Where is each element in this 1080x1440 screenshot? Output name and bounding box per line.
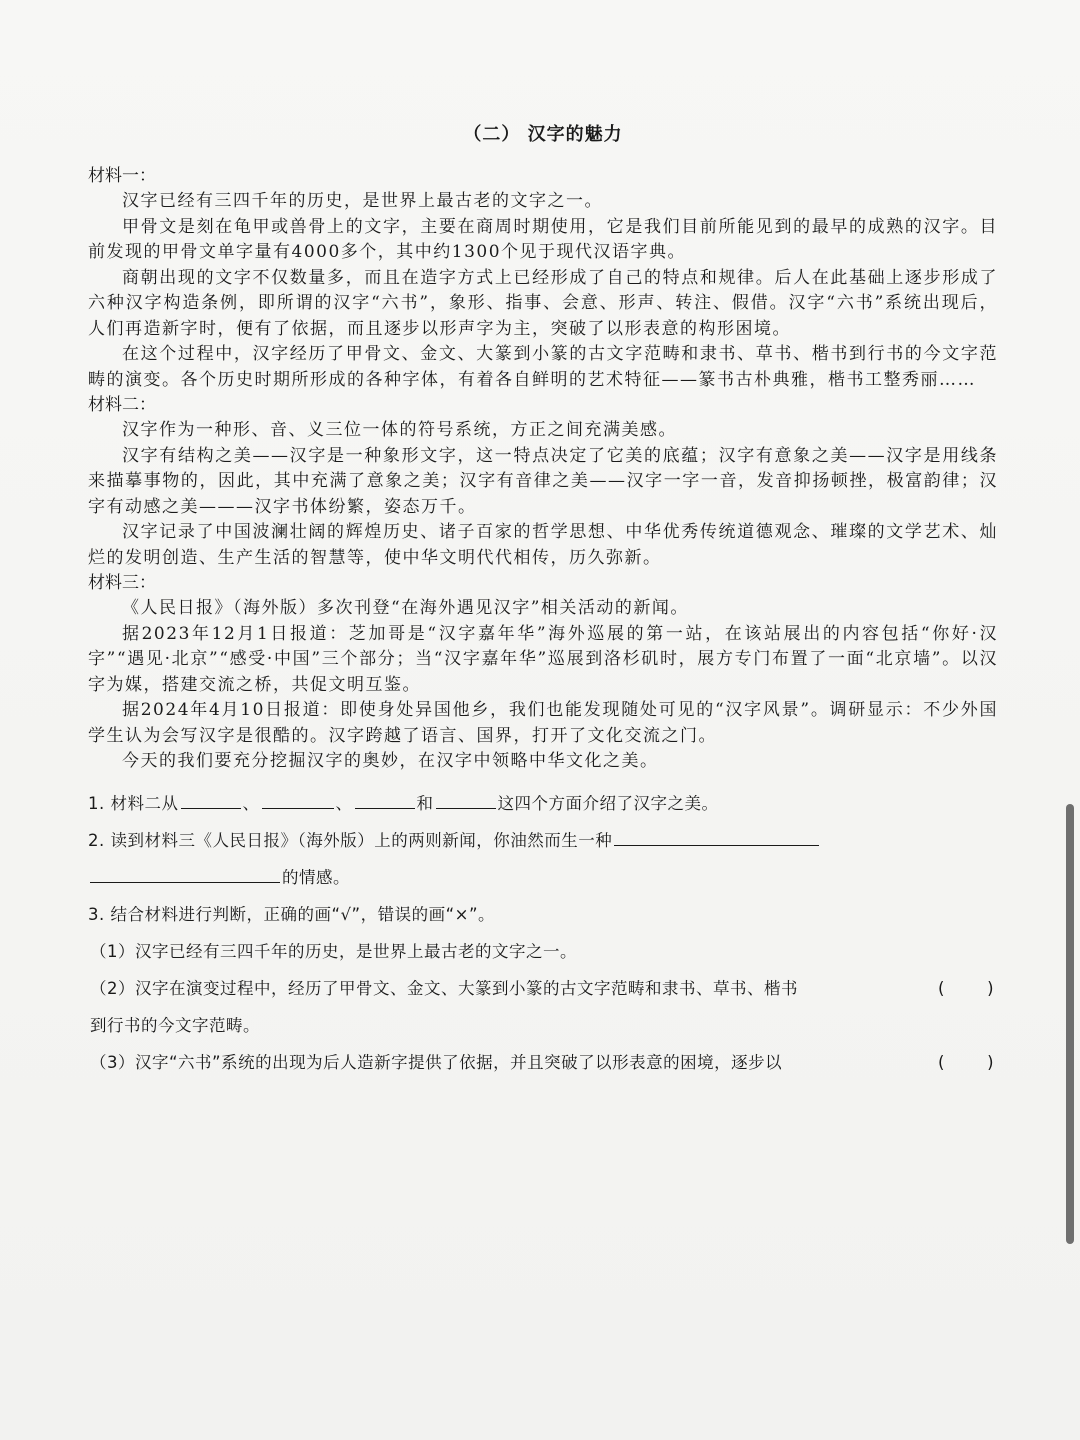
paren-close: ) <box>987 1052 994 1072</box>
paren-open: ( <box>938 1052 945 1072</box>
paragraph: 甲骨文是刻在龟甲或兽骨上的文字，主要在商周时期使用，它是我们目前所能见到的最早的成熟的汉字。目前发现的甲骨文单字量有4000多个，其中约1300个见于现代汉语字典。 <box>88 216 998 262</box>
question-2 <box>88 822 998 896</box>
worksheet-content <box>88 120 998 1081</box>
answer-blank[interactable] <box>614 825 819 846</box>
section-title: （二） 汉字的魅力 <box>463 124 623 145</box>
material-three <box>88 571 998 775</box>
answer-blank[interactable] <box>436 788 496 809</box>
question-text: 2. 读到材料三《人民日报》（海外版）上的两则新闻，你油然而生一种 <box>88 830 613 850</box>
separator: 、 <box>242 793 260 813</box>
answer-blank[interactable] <box>262 788 334 809</box>
question-text: 1. 材料二从 <box>88 793 179 813</box>
material-two <box>88 393 998 571</box>
answer-blank[interactable] <box>90 862 280 883</box>
answer-blank[interactable] <box>181 788 241 809</box>
paragraph: 今天的我们要充分挖掘汉字的奥妙，在汉字中领略中华文化之美。 <box>122 751 659 771</box>
material-label: 材料三： <box>88 573 156 593</box>
paragraph: 汉字已经有三四千年的历史，是世界上最古老的文字之一。 <box>122 191 603 211</box>
answer-blank[interactable] <box>355 788 415 809</box>
question-text: 这四个方面介绍了汉字之美。 <box>497 793 719 813</box>
paragraph: 商朝出现的文字不仅数量多，而且在造字方式上已经形成了自己的特点和规律。后人在此基础上逐步形成了六种汉字构造条例，即所谓的汉字“六书”，象形、指事、会意、形声、转注、假借。汉字“六书”系统出现后，人们再造新字时，便有了依据，而且逐步以形声字为主，突破了以形表意的构形困境。 <box>88 267 998 339</box>
item-text: 汉字在演变过程中，经历了甲骨文、金文、大篆到小篆的古文字范畴和隶书、草书、楷书 <box>135 978 798 998</box>
question-text: 的情感。 <box>282 867 350 887</box>
item-number: （1） <box>90 941 135 961</box>
questions <box>88 785 998 1081</box>
item-number: （3） <box>90 1052 135 1072</box>
material-label: 材料二： <box>88 395 156 415</box>
material-label: 材料一： <box>88 166 156 186</box>
material-one <box>88 164 998 393</box>
item-text: 到行书的今文字范畴。 <box>90 1015 260 1035</box>
item-text: 汉字“六书”系统的出现为后人造新字提供了依据，并且突破了以形表意的困境，逐步以 <box>135 1052 783 1072</box>
paragraph: 汉字有结构之美——汉字是一种象形文字，这一特点决定了它美的底蕴；汉字有意象之美——汉字是用线条来描摹事物的，因此，其中充满了意象之美；汉字有音律之美——汉字一字一音，发音抑扬顿挫，极富韵律；汉字有动感之美———汉字书体纷繁，姿态万千。 <box>88 445 998 517</box>
paragraph: 汉字作为一种形、音、义三位一体的符号系统，方正之间充满美感。 <box>122 420 677 440</box>
paragraph: 据2023年12月1日报道：芝加哥是“汉字嘉年华”海外巡展的第一站，在该站展出的内容包括“你好·汉字”“遇见·北京”“感受·中国”三个部分；当“汉字嘉年华”巡展到洛杉矶时，展方专门布置了一面“北京墙”。以汉字为媒，搭建交流之桥，共促文明互鉴。 <box>88 623 998 695</box>
question-1 <box>88 785 998 822</box>
paragraph: 在这个过程中，汉字经历了甲骨文、金文、大篆到小篆的古文字范畴和隶书、草书、楷书到行书的今文字范畴的演变。各个历史时期所形成的各种字体，有着各自鲜明的艺术特征——篆书古朴典雅，楷书工整秀丽…… <box>88 344 998 390</box>
paren-open: ( <box>938 978 945 998</box>
item-number: （2） <box>90 978 135 998</box>
scrollbar-thumb[interactable] <box>1066 804 1074 1244</box>
paren-close: ) <box>987 978 994 998</box>
paragraph: 汉字记录了中国波澜壮阔的辉煌历史、诸子百家的哲学思想、中华优秀传统道德观念、璀璨的文学艺术、灿烂的发明创造、生产生活的智慧等，使中华文明代代相传，历久弥新。 <box>88 522 998 568</box>
separator: 、 <box>335 793 353 813</box>
separator: 和 <box>416 793 434 813</box>
paragraph: 《人民日报》（海外版）多次刊登“在海外遇见汉字”相关活动的新闻。 <box>122 598 689 618</box>
paragraph: 据2024年4月10日报道：即使身处异国他乡，我们也能发现随处可见的“汉字风景”。调研显示：不少外国学生认为会写汉字是很酷的。汉字跨越了语言、国界，打开了文化交流之门。 <box>88 700 998 746</box>
judgement-item-3 <box>88 1044 998 1081</box>
item-text: 汉字已经有三四千年的历史，是世界上最古老的文字之一。 <box>135 941 577 961</box>
question-3: 3. 结合材料进行判断，正确的画“√”，错误的画“×”。 <box>88 904 496 924</box>
